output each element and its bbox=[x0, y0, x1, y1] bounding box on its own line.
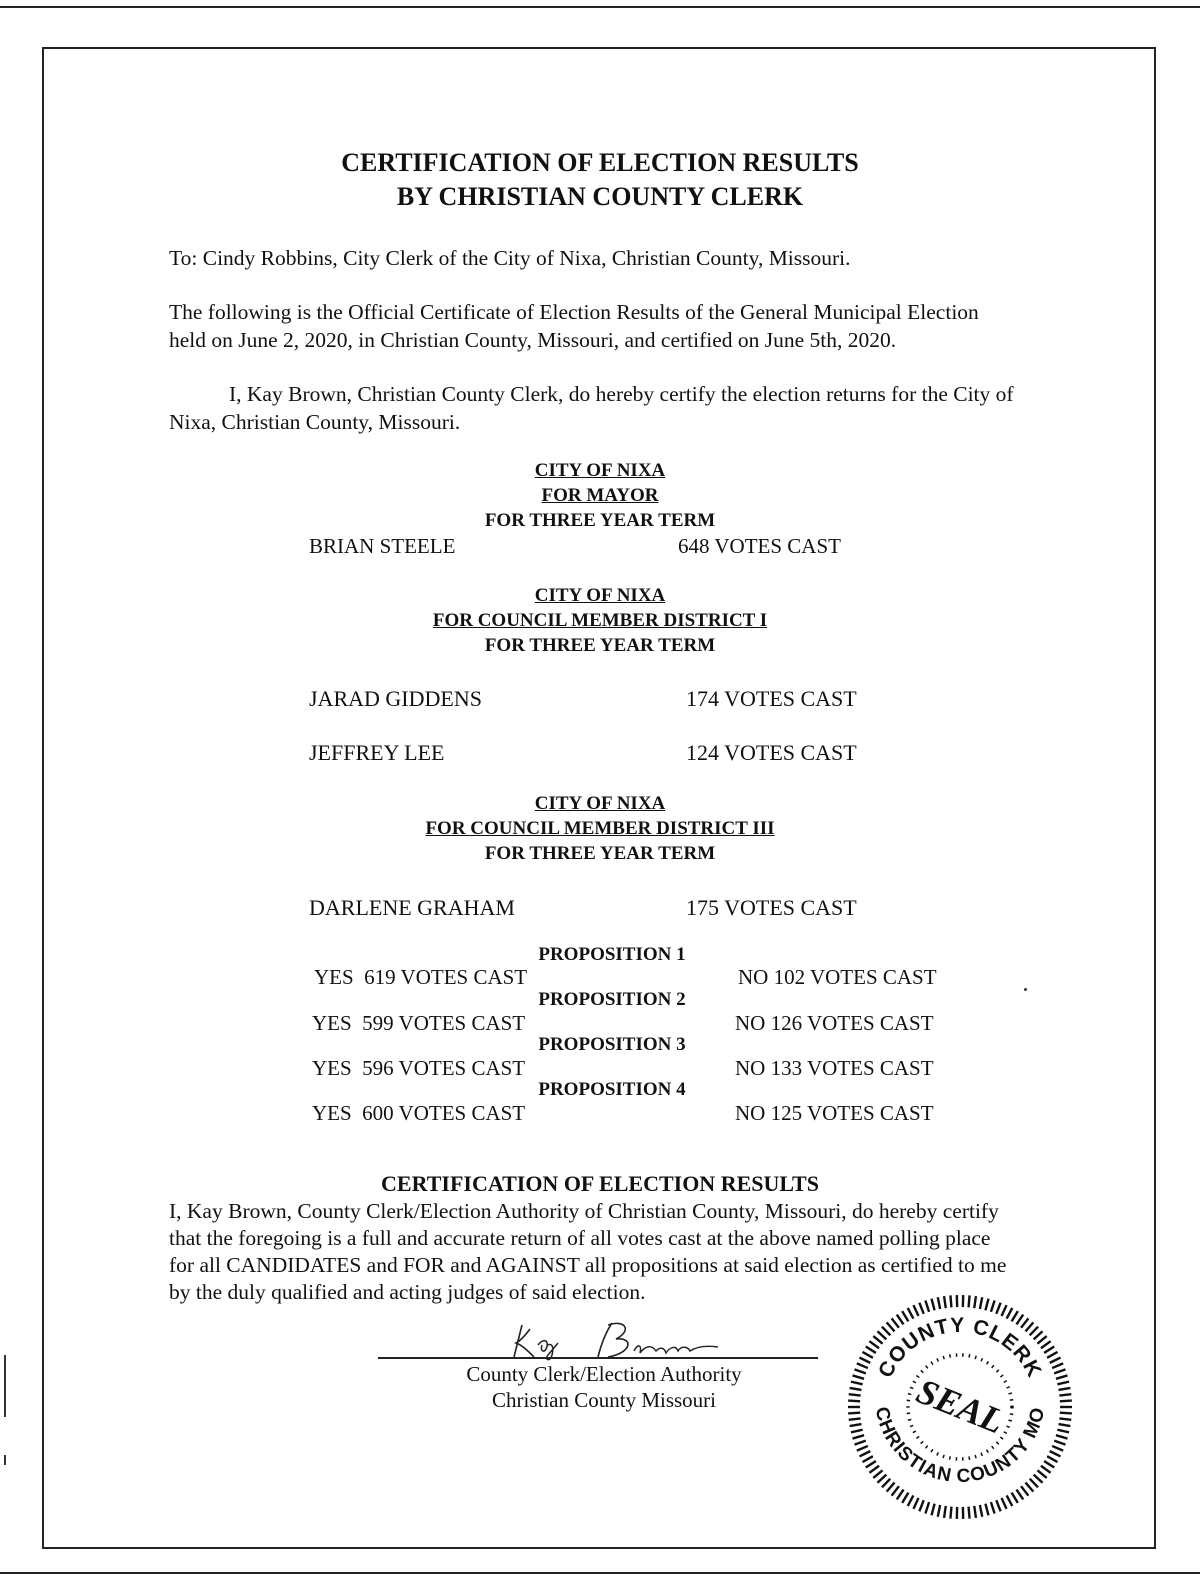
candidate-name: DARLENE GRAHAM bbox=[309, 895, 515, 920]
seal-tick bbox=[1044, 1346, 1054, 1352]
seal-tick bbox=[1060, 1401, 1072, 1402]
title-line-2: BY CHRISTIAN COUNTY CLERK bbox=[396, 182, 804, 211]
seal-tick bbox=[877, 1475, 886, 1483]
race-header-office: FOR COUNCIL MEMBER DISTRICT I bbox=[432, 610, 768, 631]
race-header-city: CITY OF NIXA bbox=[534, 460, 666, 481]
seal-tick bbox=[980, 1297, 982, 1309]
seal-tick bbox=[882, 1327, 890, 1336]
proposition-no: NO 125 VOTES CAST bbox=[735, 1101, 934, 1125]
seal-tick bbox=[1059, 1418, 1071, 1419]
proposition-yes: YES 596 VOTES CAST bbox=[312, 1056, 526, 1080]
seal-tick bbox=[969, 1295, 970, 1307]
seal-tick bbox=[857, 1363, 868, 1368]
seal-top-text: COUNTY CLERK bbox=[873, 1313, 1047, 1382]
seal-tick bbox=[1030, 1327, 1038, 1336]
seal-tick bbox=[873, 1336, 882, 1344]
seal-tick bbox=[944, 1296, 946, 1308]
seal-tick bbox=[996, 1500, 1000, 1511]
seal-tick bbox=[1002, 1498, 1007, 1509]
seal-tick bbox=[944, 1506, 946, 1518]
seal-tick bbox=[853, 1435, 865, 1438]
seal-tick bbox=[859, 1358, 870, 1363]
seal-tick bbox=[1037, 1470, 1046, 1478]
seal-tick bbox=[882, 1479, 890, 1488]
seal-tick bbox=[925, 1300, 929, 1311]
race-header-city: CITY OF NIXA bbox=[534, 793, 666, 814]
seal-tick bbox=[1041, 1466, 1051, 1473]
seal-tick bbox=[850, 1424, 862, 1426]
seal-tick bbox=[859, 1451, 870, 1456]
seal-tick bbox=[908, 1308, 914, 1319]
seal-tick bbox=[938, 1505, 940, 1517]
seal-tick bbox=[1034, 1331, 1043, 1339]
seal-tick bbox=[991, 1502, 995, 1513]
seal-tick bbox=[950, 1507, 951, 1519]
signature-line bbox=[378, 1357, 818, 1359]
proposition-title: PROPOSITION 4 bbox=[538, 1079, 686, 1100]
seal-tick bbox=[849, 1394, 861, 1395]
seal-tick bbox=[1025, 1322, 1033, 1331]
seal-tick bbox=[1016, 1315, 1023, 1325]
proposition-title: PROPOSITION 2 bbox=[538, 989, 686, 1010]
seal-tick bbox=[851, 1430, 863, 1433]
seal-tick bbox=[1047, 1352, 1057, 1358]
race-header-term: FOR THREE YEAR TERM bbox=[484, 635, 716, 656]
candidate-votes: 648 VOTES CAST bbox=[678, 534, 841, 558]
race-header-city: CITY OF NIXA bbox=[534, 585, 666, 606]
seal-tick bbox=[887, 1322, 895, 1331]
seal-tick bbox=[877, 1331, 886, 1339]
seal-tick bbox=[892, 1486, 899, 1496]
seal-tick bbox=[950, 1295, 951, 1307]
seal-tick bbox=[1057, 1382, 1069, 1385]
seal-tick bbox=[866, 1346, 876, 1352]
seal-tick bbox=[1057, 1430, 1069, 1433]
seal-tick bbox=[1052, 1446, 1063, 1451]
seal-tick bbox=[985, 1299, 988, 1311]
bottom-rule bbox=[0, 1572, 1200, 1574]
county-clerk-seal bbox=[845, 1292, 1075, 1522]
proposition-title: PROPOSITION 1 bbox=[538, 944, 686, 965]
seal-tick bbox=[873, 1470, 882, 1478]
candidate-votes: 124 VOTES CAST bbox=[686, 740, 857, 765]
candidate-name: JARAD GIDDENS bbox=[309, 686, 482, 711]
margin-mark bbox=[4, 1455, 6, 1465]
proposition-no: NO 133 VOTES CAST bbox=[735, 1056, 934, 1080]
seal-tick bbox=[1030, 1479, 1038, 1488]
seal-tick bbox=[1012, 1311, 1018, 1321]
candidate-votes: 174 VOTES CAST bbox=[686, 686, 857, 711]
seal-tick bbox=[1041, 1341, 1051, 1348]
seal-tick bbox=[1034, 1475, 1043, 1483]
seal-tick bbox=[969, 1507, 970, 1519]
seal-tick bbox=[869, 1341, 879, 1348]
seal-tick bbox=[1021, 1486, 1028, 1496]
seal-tick bbox=[862, 1456, 872, 1462]
stray-dot bbox=[1024, 988, 1027, 991]
handwritten-signature bbox=[500, 1315, 740, 1363]
seal-tick bbox=[1052, 1363, 1063, 1368]
certify-statement: I, Kay Brown, Christian County Clerk, do hereby certify the election returns for the City of Nixa, Christian County, Missouri. bbox=[169, 382, 1014, 434]
seal-tick bbox=[1002, 1305, 1007, 1316]
seal-tick bbox=[857, 1446, 868, 1451]
race-header-term: FOR THREE YEAR TERM bbox=[484, 843, 716, 864]
seal-tick bbox=[1044, 1461, 1054, 1467]
seal-tick bbox=[985, 1504, 988, 1516]
race-header-term: FOR THREE YEAR TERM bbox=[484, 510, 716, 531]
intro-paragraph: The following is the Official Certificate of Election Results of the General Municipal Election held on June 2, 2020, in Christian County, Missouri, and certified on June 5th, 2020. bbox=[169, 300, 979, 352]
candidate-name: JEFFREY LEE bbox=[309, 740, 445, 765]
seal-tick bbox=[908, 1495, 914, 1506]
seal-tick bbox=[991, 1300, 995, 1311]
race-header-office: FOR COUNCIL MEMBER DISTRICT III bbox=[425, 818, 775, 839]
seal-tick bbox=[855, 1369, 866, 1373]
seal-center-text: SEAL bbox=[911, 1370, 1010, 1442]
seal-tick bbox=[848, 1413, 860, 1414]
seal-tick bbox=[855, 1441, 866, 1445]
proposition-title: PROPOSITION 3 bbox=[538, 1034, 686, 1055]
seal-tick bbox=[849, 1418, 861, 1419]
seal-tick bbox=[996, 1303, 1000, 1314]
seal-tick bbox=[919, 1303, 923, 1314]
signature-label-1: County Clerk/Election Authority bbox=[466, 1362, 742, 1386]
proposition-yes: YES 600 VOTES CAST bbox=[312, 1101, 526, 1125]
seal-tick bbox=[902, 1493, 908, 1503]
seal-tick bbox=[1037, 1336, 1046, 1344]
seal-tick bbox=[853, 1375, 865, 1378]
seal-tick bbox=[919, 1500, 923, 1511]
seal-bottom-text: CHRISTIAN COUNTY MO bbox=[870, 1404, 1050, 1488]
seal-tick bbox=[1025, 1483, 1033, 1492]
seal-tick bbox=[848, 1401, 860, 1402]
seal-tick bbox=[1047, 1456, 1057, 1462]
seal-tick bbox=[897, 1315, 904, 1325]
seal-tick bbox=[980, 1505, 982, 1517]
proposition-yes: YES 619 VOTES CAST bbox=[314, 965, 528, 989]
seal-tick bbox=[1012, 1493, 1018, 1503]
seal-tick bbox=[974, 1296, 976, 1308]
seal-tick bbox=[887, 1483, 895, 1492]
seal-tick bbox=[913, 1498, 918, 1509]
proposition-yes: YES 599 VOTES CAST bbox=[312, 1011, 526, 1035]
certification-body: I, Kay Brown, County Clerk/Election Authority of Christian County, Missouri, do hereby certify that the foregoing is a full and accurate return of all votes cast at the above named polling place for all CANDIDATES and FOR and AGAINST all propositions at said election as certified to me by the duly qualified and acting judges of said election. bbox=[169, 1199, 1007, 1304]
top-rule bbox=[0, 6, 1200, 8]
seal-tick bbox=[932, 1299, 935, 1311]
title-line-1: CERTIFICATION OF ELECTION RESULTS bbox=[341, 148, 859, 177]
seal-tick bbox=[850, 1388, 862, 1390]
seal-tick bbox=[1021, 1318, 1028, 1328]
seal-tick bbox=[1059, 1394, 1071, 1395]
seal-tick bbox=[1007, 1495, 1013, 1506]
certification-heading: CERTIFICATION OF ELECTION RESULTS bbox=[381, 1171, 819, 1196]
seal-tick bbox=[1007, 1308, 1013, 1319]
seal-tick bbox=[892, 1318, 899, 1328]
to-line: To: Cindy Robbins, City Clerk of the City of Nixa, Christian County, Missouri. bbox=[169, 246, 851, 270]
seal-tick bbox=[902, 1311, 908, 1321]
seal-tick bbox=[1050, 1451, 1061, 1456]
seal-tick bbox=[1050, 1358, 1061, 1363]
proposition-no: NO 126 VOTES CAST bbox=[735, 1011, 934, 1035]
seal-tick bbox=[1054, 1441, 1065, 1445]
seal-tick bbox=[866, 1461, 876, 1467]
seal-tick bbox=[1059, 1388, 1071, 1390]
race-header-office: FOR MAYOR bbox=[541, 485, 659, 506]
seal-tick bbox=[869, 1466, 879, 1473]
margin-mark bbox=[4, 1355, 6, 1417]
seal-tick bbox=[862, 1352, 872, 1358]
seal-tick bbox=[913, 1305, 918, 1316]
seal-tick bbox=[932, 1504, 935, 1516]
seal-tick bbox=[1054, 1369, 1065, 1373]
seal-tick bbox=[938, 1297, 940, 1309]
seal-tick bbox=[974, 1506, 976, 1518]
seal-tick bbox=[1016, 1490, 1023, 1500]
seal-tick bbox=[1056, 1435, 1068, 1438]
proposition-no: NO 102 VOTES CAST bbox=[738, 965, 937, 989]
seal-tick bbox=[1060, 1413, 1072, 1414]
seal-tick bbox=[1059, 1424, 1071, 1426]
candidate-name: BRIAN STEELE bbox=[309, 534, 456, 558]
seal-tick bbox=[925, 1502, 929, 1513]
seal-tick bbox=[1056, 1375, 1068, 1378]
candidate-votes: 175 VOTES CAST bbox=[686, 895, 857, 920]
seal-tick bbox=[851, 1382, 863, 1385]
seal-tick bbox=[897, 1490, 904, 1500]
signature-label-2: Christian County Missouri bbox=[491, 1388, 717, 1412]
